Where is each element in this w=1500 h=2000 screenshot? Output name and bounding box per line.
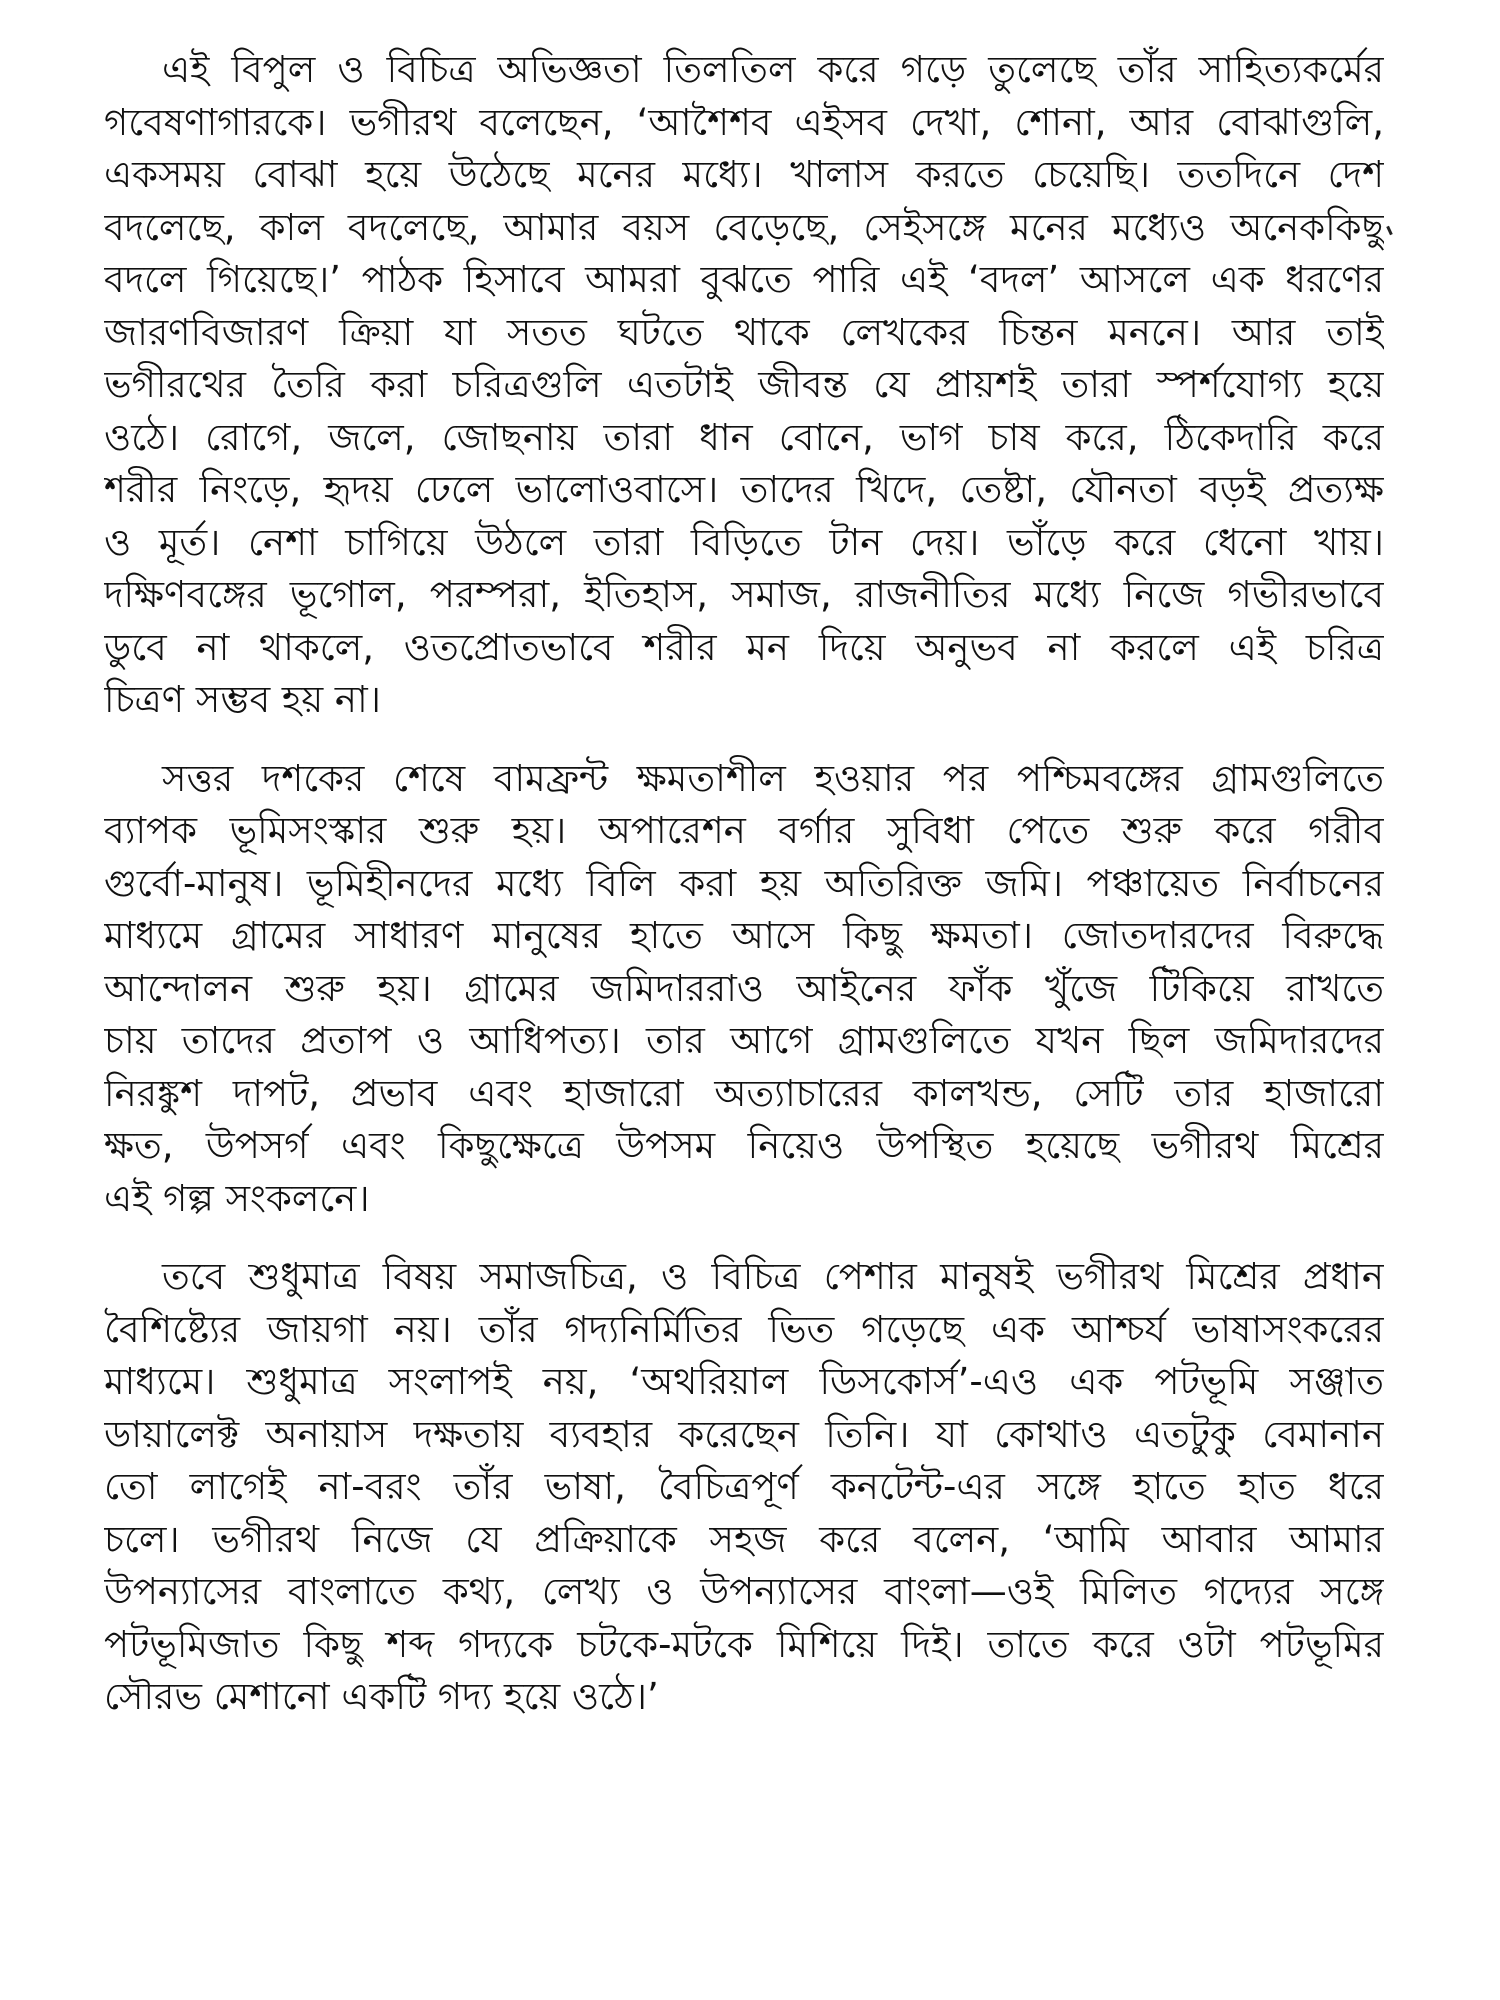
text-line: তো লাগেই না-বরং তাঁর ভাষা, বৈচিত্রপূর্ণ কনটেন্ট-এর সঙ্গে হাতে হাত ধরে bbox=[104, 1465, 1384, 1508]
document-body bbox=[104, 44, 1384, 1724]
text-line: ব্যাপক ভূমিসংস্কার শুরু হয়। অপারেশন বর্গার সুবিধা পেতে শুরু করে গরীব bbox=[104, 809, 1384, 852]
text-line: ডায়ালেক্ট অনায়াস দক্ষতায় ব্যবহার করেছেন তিনি। যা কোথাও এতটুকু বেমানান bbox=[104, 1412, 1384, 1456]
text-line: তবে শুধুমাত্র বিষয় সমাজচিত্র, ও বিচিত্র পেশার মানুষই ভগীরথ মিশ্রের প্রধান bbox=[162, 1255, 1384, 1298]
text-line: বদলে গিয়েছে।’ পাঠক হিসাবে আমরা বুঝতে পারি এই ‘বদল’ আসলে এক ধরণের bbox=[104, 258, 1384, 301]
text-line: বৈশিষ্ট্যের জায়গা নয়। তাঁর গদ্যনির্মিতির ভিত গড়েছে এক আশ্চর্য ভাষাসংকরের bbox=[104, 1307, 1384, 1351]
text-line: উপন্যাসের বাংলাতে কথ্য, লেখ্য ও উপন্যাসের বাংলা—ওই মিলিত গদ্যের সঙ্গে bbox=[104, 1570, 1384, 1613]
text-line: মাধ্যমে গ্রামের সাধারণ মানুষের হাতে আসে কিছু ক্ষমতা। জোতদারদের বিরুদ্ধে bbox=[104, 914, 1384, 957]
text-line: একসময় বোঝা হয়ে উঠেছে মনের মধ্যে। খালাস করতে চেয়েছি। ততদিনে দেশ bbox=[104, 153, 1384, 196]
paragraph-3 bbox=[104, 1251, 1384, 1724]
text-line: ভগীরথের তৈরি করা চরিত্রগুলি এতটাই জীবন্ত যে প্রায়শই তারা স্পর্শযোগ্য হয়ে bbox=[104, 363, 1384, 406]
stray-ink-mark bbox=[1386, 226, 1393, 235]
text-line: এই গল্প সংকলনে। bbox=[104, 1176, 370, 1220]
text-line: চলে। ভগীরথ নিজে যে প্রক্রিয়াকে সহজ করে বলেন, ‘আমি আবার আমার bbox=[104, 1517, 1384, 1561]
text-line: ডুবে না থাকলে, ওতপ্রোতভাবে শরীর মন দিয়ে অনুভব না করলে এই চরিত্র bbox=[104, 625, 1384, 669]
text-line: দক্ষিণবঙ্গের ভূগোল, পরম্পরা, ইতিহাস, সমাজ, রাজনীতির মধ্যে নিজে গভীরভাবে bbox=[104, 573, 1384, 616]
text-line: এই বিপুল ও বিচিত্র অভিজ্ঞতা তিলতিল করে গড়ে তুলেছে তাঁর সাহিত্যকর্মের bbox=[162, 48, 1384, 91]
text-line: সত্তর দশকের শেষে বামফ্রন্ট ক্ষমতাশীল হওয়ার পর পশ্চিমবঙ্গের গ্রামগুলিতে bbox=[162, 756, 1384, 800]
text-line: মাধ্যমে। শুধুমাত্র সংলাপই নয়, ‘অথরিয়াল ডিসকোর্স’-এও এক পটভূমি সঞ্জাত bbox=[104, 1360, 1384, 1403]
text-line: গবেষণাগারকে। ভগীরথ বলেছেন, ‘আশৈশব এইসব দেখা, শোনা, আর বোঝাগুলি, bbox=[104, 100, 1384, 144]
text-line: চায় তাদের প্রতাপ ও আধিপত্য। তার আগে গ্রামগুলিতে যখন ছিল জমিদারদের bbox=[104, 1019, 1384, 1062]
text-line: ও মূর্ত। নেশা চাগিয়ে উঠলে তারা বিড়িতে টান দেয়। ভাঁড়ে করে ধেনো খায়। bbox=[104, 520, 1384, 564]
text-line: ক্ষত, উপসর্গ এবং কিছুক্ষেত্রে উপসম নিয়েও উপস্থিত হয়েছে ভগীরথ মিশ্রের bbox=[104, 1124, 1384, 1167]
text-line: শরীর নিংড়ে, হৃদয় ঢেলে ভালোওবাসে। তাদের খিদে, তেষ্টা, যৌনতা বড়ই প্রত্যক্ষ bbox=[104, 468, 1384, 511]
text-line: আন্দোলন শুরু হয়। গ্রামের জমিদাররাও আইনের ফাঁক খুঁজে টিকিয়ে রাখতে bbox=[104, 966, 1384, 1010]
text-line: জারণবিজারণ ক্রিয়া যা সতত ঘটতে থাকে লেখকের চিন্তন মননে। আর তাই bbox=[104, 310, 1384, 354]
text-line: পটভূমিজাত কিছু শব্দ গদ্যকে চটকে-মটকে মিশিয়ে দিই। তাতে করে ওটা পটভূমির bbox=[104, 1622, 1384, 1666]
text-line: বদলেছে, কাল বদলেছে, আমার বয়স বেড়েছে, সেইসঙ্গে মনের মধ্যেও অনেককিছু bbox=[104, 205, 1384, 249]
text-line: গুর্বো-মানুষ। ভূমিহীনদের মধ্যে বিলি করা হয় অতিরিক্ত জমি। পঞ্চায়েত নির্বাচনের bbox=[104, 861, 1384, 905]
paragraph-1 bbox=[104, 44, 1384, 727]
text-line: নিরঙ্কুশ দাপট, প্রভাব এবং হাজারো অত্যাচারের কালখন্ড, সেটি তার হাজারো bbox=[104, 1071, 1384, 1115]
text-line: সৌরভ মেশানো একটি গদ্য হয়ে ওঠে।’ bbox=[104, 1675, 659, 1718]
paragraph-2 bbox=[104, 753, 1384, 1226]
text-line: ওঠে। রোগে, জলে, জোছনায় তারা ধান বোনে, ভাগ চাষ করে, ঠিকেদারি করে bbox=[104, 415, 1384, 459]
text-line: চিত্রণ সম্ভব হয় না। bbox=[104, 678, 381, 721]
